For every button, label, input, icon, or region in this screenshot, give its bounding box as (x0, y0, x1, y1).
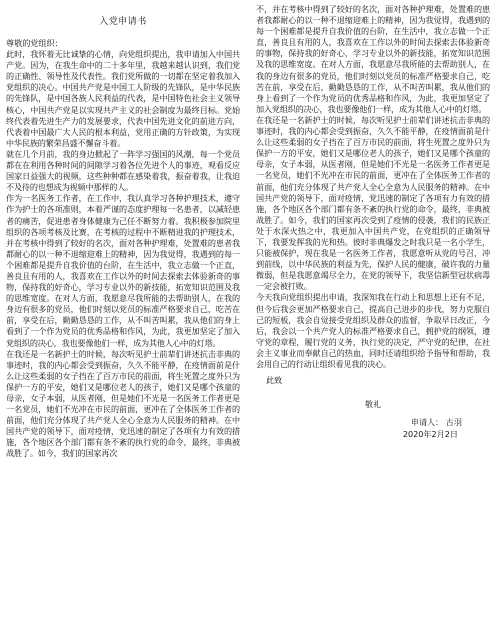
paragraph-left-4: 在我还是一名新护士的时候，每次听见护士前辈们讲述抗击非典的事迹时，我的内心都会受到振奋，久久不能平静，在疫情面前是什么让这些柔弱的女子挡在了百万市民的前面，将生死置之度外只为保护一方的平安，她们又是哪位老人的孩子，她们又是哪个孩童的母亲，女子本弱，从医者刚，但是她们不光是一名医务工作者更是一名党员，她们不光冲在市民的前面，更冲在了全体医务工作者的前面，他们充分体现了共产党人全心全意为人民服务的精神。在中国共产党的领导下，面对疫情，党迅速的制定了各项有力有效的措施，各个地区各个部门都有条不紊的执行党的命令，最终，非典被战胜了。如今，我们的国家再次 (6, 348, 240, 459)
paragraph-left-2: 就在几个月前，我的身边掀起了一阵学习强国的风潮，每一个党员都在在利用各种时间的间隙学习着各位先进个人的事迹，观看反应国家日益强大的视频，这些种种都在感染着我，振奋着我，让我迫不及待的也想成为视频中那样的人。 (6, 148, 240, 193)
paragraph-left-3: 作为一名医务工作者，在工作中，我认真学习各种护理技术，遵守作为护士的各项准则，本着严谨的态度护理每一名患者，以减轻患者的痛苦，促进患者身体健康为己任不断努力着。我积极参加院里组织的各项考核及比赛，在考核的过程中不断精进我的护理技术，并在考核中得到了较好的名次，面对各种护理难，处置难的患者我都耐心的以一种不退缩迎难上的精神，因为我觉得，我遇到的每一个困难都是提升自我价值的台阶，在生活中，我立志做一个正直，善良且有用的人，我喜欢在工作以外的时间去探索去体验新奇的事物，保持我的好奇心，学习专业以外的新技能，拓宽知识范围及我的思维宽度。在对人方面，我愿意尽我所能的去帮助别人，在我的身边有很多的党员，他们时刻以党员的标准严格要求自己，吃苦在前，享受在后，勤勤恳恳的工作，从不叫苦叫累，我从他们的身上看到了一个作为党员的优秀品格和作风，为此，我更加坚定了加入党组织的决心，我也要像他们一样，成为其他人心中的灯塔。 (6, 193, 240, 348)
salutation: 尊敬的党组织： (6, 38, 63, 48)
paragraph-right-1: 不，并在考核中得到了较好的名次，面对各种护理难，处置难的患者我都耐心的以一种不退缩迎难上的精神，因为我觉得，我遇到的每一个困难都是提升自我价值的台阶，在生活中，我立志做一个正直，善良且有用的人，我喜欢在工作以外的时间去探索去体验新奇的事物，保持我的好奇心，学习专业以外的新技能，拓宽知识范围及我的思维宽度。在对人方面，我愿意尽我所能的去帮助别人，在我的身边有很多的党员，他们时刻以党员的标准严格要求自己，吃苦在前，享受在后，勤勤恳恳的工作，从不叫苦叫累，我从他们的身上看到了一个作为党员的优秀品格和作风，为此，我更加坚定了加入党组织的决心，我也要像他们一样，成为其他人心中的灯塔。 (256, 4, 490, 114)
application-date: 2020年2月2日 (402, 429, 458, 440)
paragraph-right-2: 在我还是一名新护士的时候，每次听见护士前辈们讲述抗击非典的事迹时，我的内心都会受到振奋，久久不能平静，在疫情面前是什么让这些柔弱的女子挡在了百万市民的前面，将生死置之度外只为保护一方的平安，她们又是哪位老人的孩子，她们又是哪个孩童的母亲，女子本弱，从医者刚，但是她们不光是一名医务工作者更是一名党员，她们不光冲在市民的前面，更冲在了全体医务工作者的前面，他们充分体现了共产党人全心全意为人民服务的精神。在中国共产党的领导下，面对疫情，党迅速的制定了各项有力有效的措施，各个地区各个部门都有条不紊的执行党的命令，最终，非典被战胜了。如今，我们的国家再次受到了疫情的侵袭，我们的民族正处于水深火热之中，我更加入中国共产党，在党组织的正确领导下，我要发挥我的光和热。彼时非典爆发之时我只是一名小学生，只能被保护，现在我是一名医务工作者，我愿意听从党的号召，冲到前线，以中华民族的利益为先，保护人民的健康，破许我的力量微弱，但是我愿意竭尽全力，在党的领导下，我坚信新型冠状病毒一定会被打败。 (256, 114, 490, 292)
applicant-signature: 申请人： 古羽 (410, 417, 462, 428)
closing-phrase: 此致 (266, 375, 283, 386)
right-column (256, 4, 490, 618)
regards-phrase: 敬礼 (364, 399, 382, 410)
paragraph-right-3: 今天我向党组织提出申请，我深知我在行动上和思想上还有不足，但今后我会更加严格要求自己，提高自己进步的步伐，努力克服自己的短板，我会自觉接受党组织及群众的监督，争取早日改正，今后，我会以一个共产党人的标准严格要求自己，拥护党的纲领，遵守党的章程，履行党的义务，执行党的决定，严守党的纪律，在社会主义事业而奉献自己的热血，同时还请组织给予指导和帮助，我会用自己的行动让组织看见我的决心。 (256, 292, 490, 369)
left-column (6, 38, 240, 616)
document-title: 入党申请书 (99, 17, 147, 27)
paragraph-left-1: 此时，我怀着无比诚挚的心情，向党组织提出，我申请加入中国共产党。因为，在我生命中的二十多年里，我越来越认识到，我们党的正确性、领导性及代表性。我们党所做的一切都在坚定着我加入党组织的决心。中国共产党是中国工人阶级的先锋队，是中华民族的先锋队，是中国各族人民利益的代表，是中国特色社会主义领导核心，中国共产党是以实现共产主义的社会制度为最终目标。党始终代表着先进生产力的发展要求，代表中国先进文化的前进方向，代表着中国最广大人民的根本利益，党用正确的方针政策，为实现中华民族的繁荣昌盛不懈奋斗着。 (6, 49, 240, 148)
